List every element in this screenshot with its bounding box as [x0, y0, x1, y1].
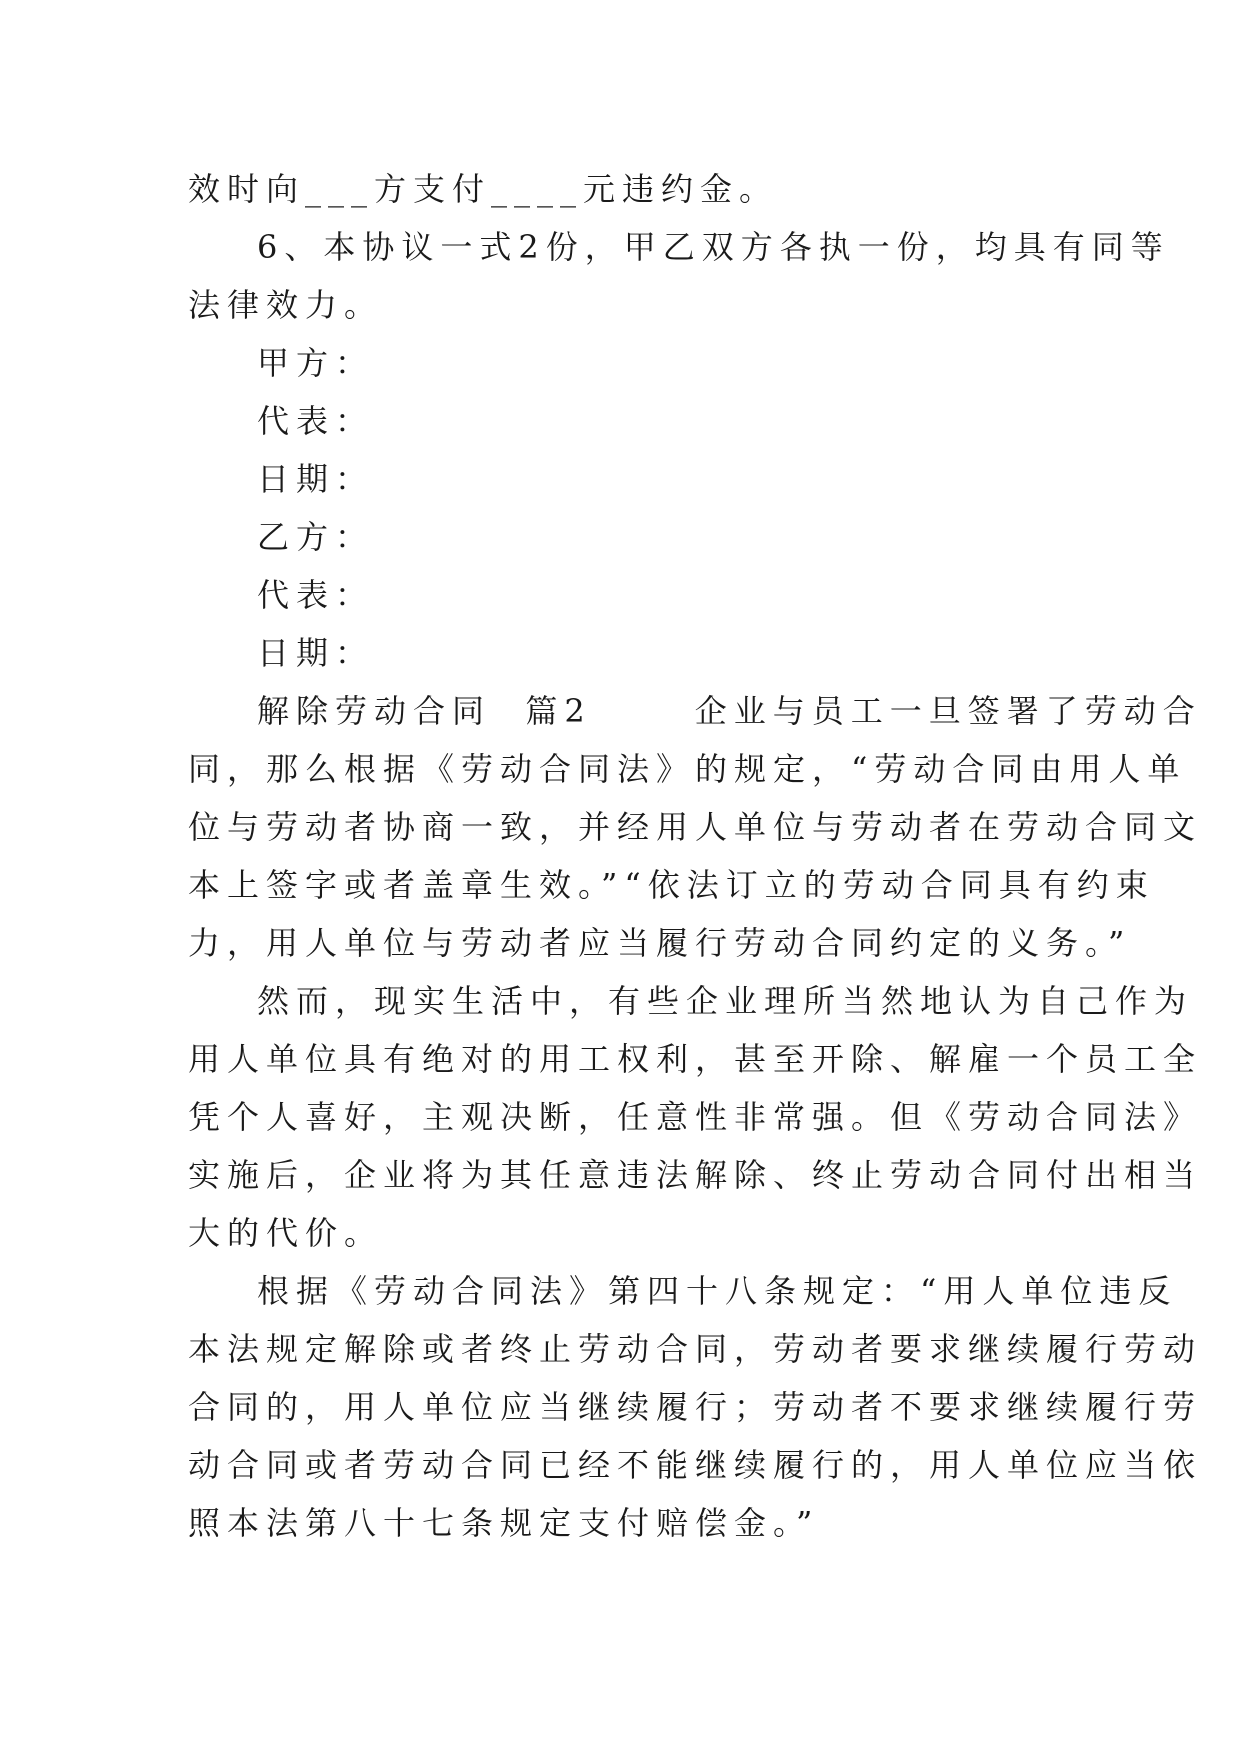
document-body	[188, 160, 1203, 1552]
text-line: 合同的，用人单位应当继续履行；劳动者不要求继续履行劳	[188, 1388, 1203, 1426]
section-heading-line: 解除劳动合同 篇2 企业与员工一旦签署了劳动合	[257, 692, 1202, 730]
signature-party-b-label: 乙方：	[257, 518, 375, 556]
text-line: 照本法第八十七条规定支付赔偿金。”	[188, 1504, 820, 1542]
text-line: 动合同或者劳动合同已经不能继续履行的，用人单位应当依	[188, 1446, 1203, 1484]
signature-representative-a-label: 代表：	[257, 402, 375, 440]
text-line: 力，用人单位与劳动者应当履行劳动合同约定的义务。”	[188, 924, 1132, 962]
text-line: 位与劳动者协商一致，并经用人单位与劳动者在劳动合同文	[188, 808, 1203, 846]
signature-party-a-label: 甲方：	[257, 344, 375, 382]
text-line: 6、本协议一式2份，甲乙双方各执一份，均具有同等	[257, 228, 1170, 266]
text-line: 同，那么根据《劳动合同法》的规定，“劳动合同由用人单	[188, 750, 1187, 788]
text-line: 凭个人喜好，主观决断，任意性非常强。但《劳动合同法》	[188, 1098, 1203, 1136]
signature-date-a-label: 日期：	[257, 460, 375, 498]
text-line: 实施后，企业将为其任意违法解除、终止劳动合同付出相当	[188, 1156, 1203, 1194]
text-line: 法律效力。	[188, 286, 384, 324]
text-line: 本法规定解除或者终止劳动合同，劳动者要求继续履行劳动	[188, 1330, 1203, 1368]
text-line: 用人单位具有绝对的用工权利，甚至开除、解雇一个员工全	[188, 1040, 1203, 1078]
signature-representative-b-label: 代表：	[257, 576, 375, 614]
text-line: 然而，现实生活中，有些企业理所当然地认为自己作为	[257, 982, 1194, 1020]
text-line: 根据《劳动合同法》第四十八条规定：“用人单位违反	[257, 1272, 1178, 1310]
text-line: 效时向___方支付____元违约金。	[188, 170, 779, 208]
signature-date-b-label: 日期：	[257, 634, 375, 672]
text-line: 本上签字或者盖章生效。”“依法订立的劳动合同具有约束	[188, 866, 1155, 904]
text-line: 大的代价。	[188, 1214, 384, 1252]
